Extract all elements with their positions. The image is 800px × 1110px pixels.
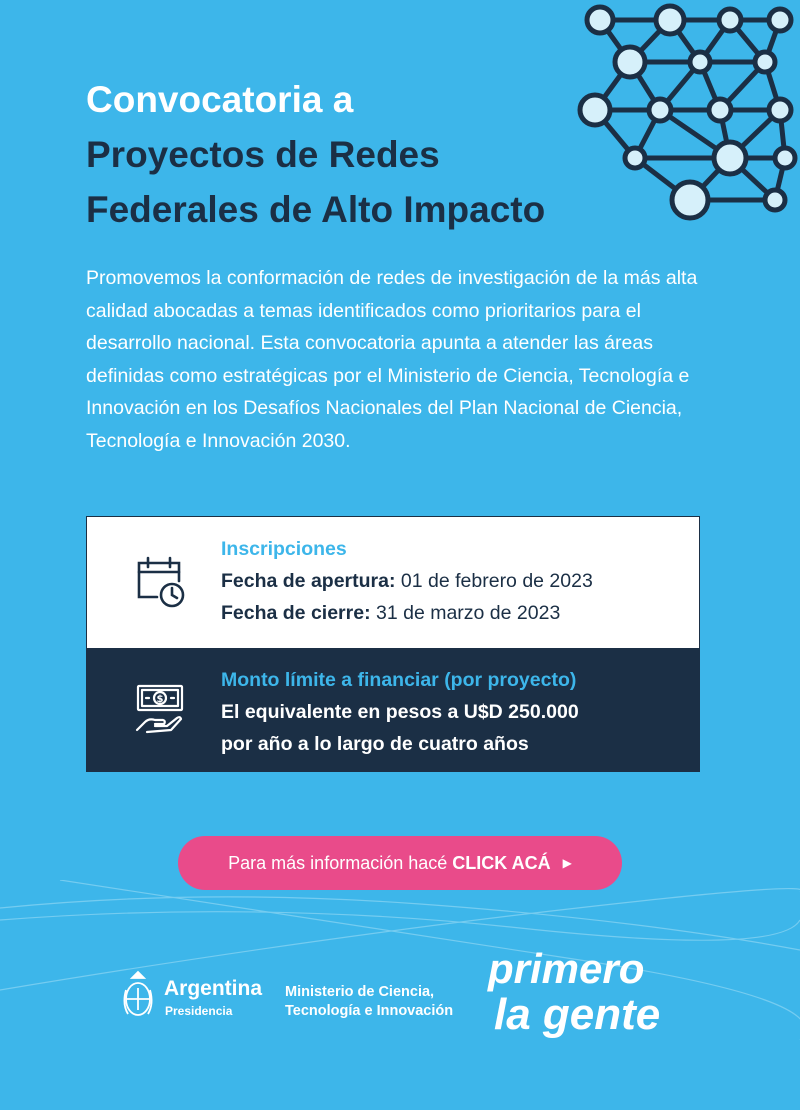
cta-emphasis: CLICK ACÁ [452, 852, 551, 873]
money-hand-icon [133, 682, 189, 738]
cta-prefix: Para más información hacé [228, 852, 448, 873]
info-box [86, 516, 700, 772]
slogan-line-1: primero [488, 945, 645, 992]
title-line-2: Proyectos de Redes [86, 134, 440, 175]
title-line-3: Federales de Alto Impacto [86, 189, 546, 230]
intro-paragraph: Promovemos la conformación de redes de investigación de la más alta calidad abocadas a temas identificados como prioritarios para el desarrollo nacional. Esta convocatoria apunta a atender las áreas definidas como estratégicas por el Ministerio de Ciencia, Tecnología e Innovación en los Desafíos Nacionales del Plan Nacional de Ciencia, Tecnología e Innovación 2030. [86, 267, 698, 452]
svg-text:$: $ [156, 694, 164, 705]
inscripciones-panel [87, 517, 699, 648]
ministry-line-1: Ministerio de Ciencia, [285, 984, 435, 1000]
monto-heading: Monto límite a financiar (por proyecto) [221, 669, 577, 691]
argentina-coat-of-arms-icon [118, 968, 158, 1026]
fecha-apertura-label: Fecha de apertura: [221, 570, 396, 592]
fecha-cierre-value: 31 de marzo de 2023 [370, 602, 561, 624]
fecha-cierre [221, 597, 691, 629]
monto-line-1: El equivalente en pesos a U$D 250.000 [221, 701, 579, 723]
inscripciones-heading: Inscripciones [221, 538, 347, 560]
monto-line-2: por año a lo largo de cuatro años [221, 733, 529, 755]
slogan-line-2: la gente [494, 990, 661, 1039]
fecha-apertura-value: 01 de febrero de 2023 [395, 570, 593, 592]
presidencia-label: Presidencia [165, 1004, 233, 1018]
argentina-label: Argentina [164, 977, 263, 1000]
inscripciones-text [221, 533, 691, 629]
monto-panel [87, 648, 699, 772]
title-line-1: Convocatoria a [86, 79, 354, 120]
page-title [86, 72, 646, 237]
arrow-right-icon: ▶ [562, 856, 572, 870]
ministry-line-2: Tecnología e Innovación [285, 1003, 454, 1019]
slogan-logo [488, 946, 660, 1038]
monto-text [221, 664, 691, 760]
calendar-clock-icon [133, 555, 189, 611]
fecha-cierre-label: Fecha de cierre: [221, 602, 371, 624]
fecha-apertura [221, 565, 691, 597]
ministry-label [285, 983, 475, 1021]
